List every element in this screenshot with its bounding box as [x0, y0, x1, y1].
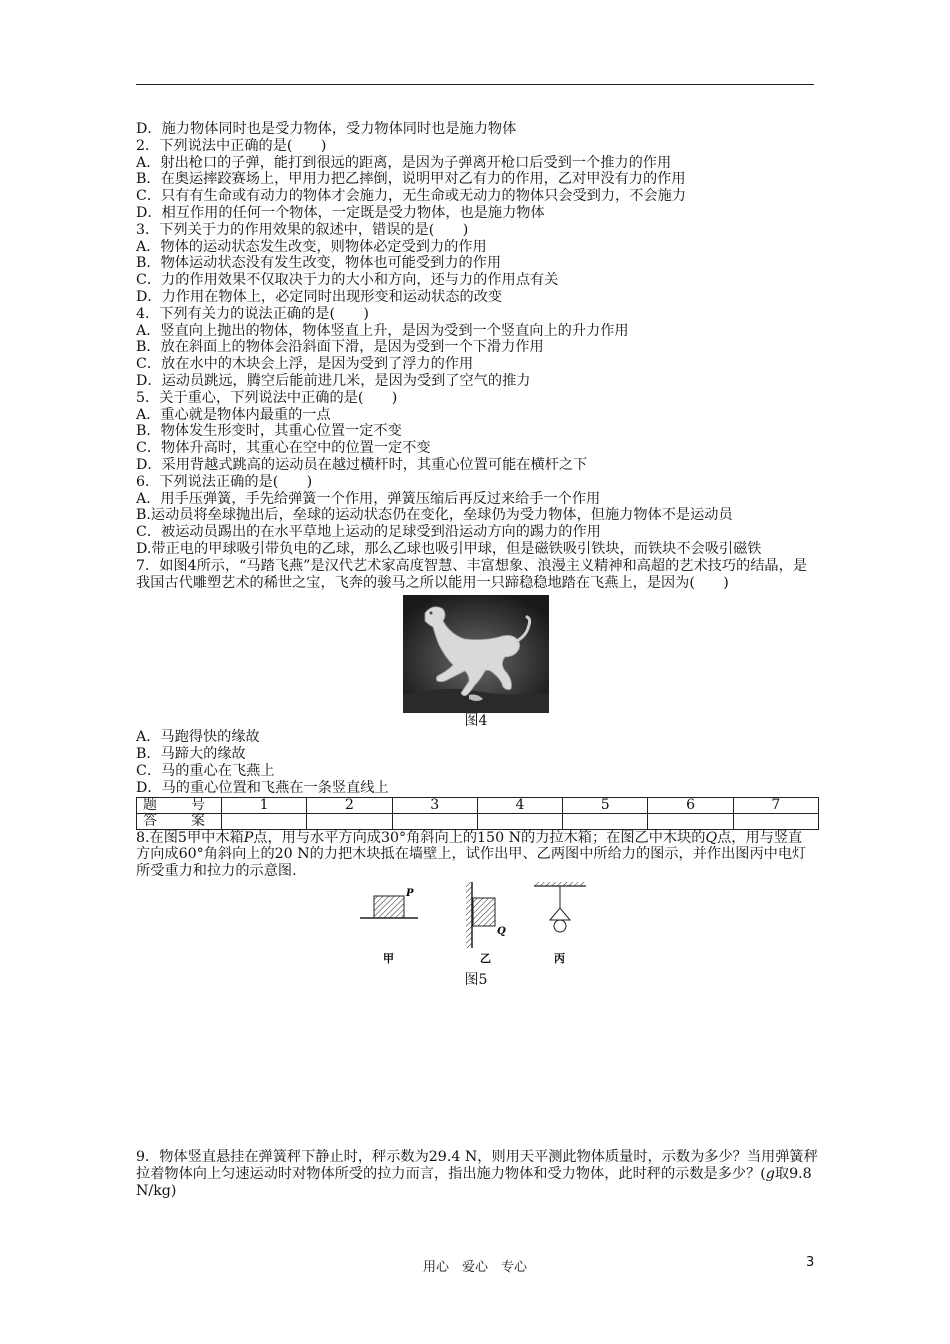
q5-option-a: A．重心就是物体内最重的一点: [136, 406, 331, 423]
footer-slogan: 用心 爱心 专心: [422, 1260, 527, 1275]
header-rule: [136, 84, 814, 85]
q3-option-c: C．力的作用效果不仅取决于力的大小和方向，还与力的作用点有关: [136, 272, 559, 289]
galloping-horse-photo: [403, 595, 549, 713]
answer-table-number: 2: [307, 797, 392, 813]
figure-4: [136, 595, 816, 713]
answer-cell[interactable]: [392, 813, 477, 829]
q7-option-d: D．马的重心位置和飞燕在一条竖直线上: [136, 779, 389, 796]
q7-option-c: C．马的重心在飞燕上: [136, 762, 275, 779]
q5-option-c: C．物体升高时，其重心在空中的位置一定不变: [136, 440, 431, 457]
answer-table-answer-row: [137, 813, 819, 829]
answer-cell[interactable]: [222, 813, 307, 829]
figure-4-caption: 图4: [464, 713, 488, 730]
q6-option-a: A．用手压弹簧，手先给弹簧一个作用，弹簧压缩后再反过来给手一个作用: [136, 490, 601, 507]
answer-cell[interactable]: [307, 813, 392, 829]
figure-5: [136, 882, 816, 972]
q7-option-a: A．马跑得快的缘故: [136, 729, 260, 746]
diagram-jia: [360, 888, 418, 965]
answer-table-number: 7: [733, 797, 818, 813]
answer-cell[interactable]: [477, 813, 562, 829]
answer-table-number: 4: [477, 797, 562, 813]
answer-table-number: 3: [392, 797, 477, 813]
answer-table-number: 5: [563, 797, 648, 813]
q5-option-d: D．采用背越式跳高的运动员在越过横杆时，其重心位置可能在横杆之下: [136, 456, 588, 473]
answer-cell[interactable]: [733, 813, 818, 829]
svg-text:甲: 甲: [383, 951, 394, 965]
q4-stem: 4．下列有关力的说法正确的是( ): [136, 305, 369, 322]
page-number: 3: [806, 1255, 815, 1270]
q1-option-d: D．施力物体同时也是受力物体，受力物体同时也是施力物体: [136, 121, 517, 137]
q6-option-c: C．被运动员踢出的在水平草地上运动的足球受到沿运动方向的踢力的作用: [136, 524, 601, 541]
answer-table: [136, 797, 819, 830]
figure-5-caption: 图5: [464, 971, 488, 988]
answer-table-label-answer: 答 案: [137, 813, 222, 829]
answer-cell[interactable]: [648, 813, 733, 829]
q6-stem: 6．下列说法正确的是( ): [136, 473, 313, 490]
page-body: [136, 121, 816, 988]
answer-table-label-number: 题 号: [137, 797, 222, 813]
q2-option-a: A．射出枪口的子弹，能打到很远的距离，是因为子弹离开枪口后受到一个推力的作用: [136, 154, 672, 171]
svg-text:P: P: [406, 887, 414, 899]
force-diagrams: [346, 882, 606, 972]
answer-table-header-row: [137, 797, 819, 813]
q2-option-c: C．只有有生命或有动力的物体才会施力，无生命或无动力的物体只会受到力，不会施力: [136, 188, 686, 205]
q5-option-b: B．物体发生形变时，其重心位置一定不变: [136, 423, 402, 440]
q3-option-a: A．物体的运动状态发生改变，则物体必定受到力的作用: [136, 238, 487, 255]
q7-stem: 7．如图4所示，“马踏飞燕”是汉代艺术家高度智慧、丰富想象、浪漫主义精神和高超的艺术技巧的结晶，是我国古代雕塑艺术的稀世之宝，飞奔的骏马之所以能用一只蹄稳稳地踏在飞燕上，是因为( ): [136, 557, 808, 591]
q6-option-b: B.运动员将垒球抛出后，垒球的运动状态仍在变化，垒球仍为受力物体，但施力物体不是运动员: [136, 507, 733, 524]
q5-stem: 5．关于重心，下列说法中正确的是( ): [136, 389, 398, 406]
answer-table-number: 6: [648, 797, 733, 813]
q4-option-d: D．运动员跳远，腾空后能前进几米，是因为受到了空气的推力: [136, 372, 531, 389]
q2-option-d: D．相互作用的任何一个物体，一定既是受力物体，也是施力物体: [136, 204, 545, 221]
q3-option-d: D．力作用在物体上，必定同时出现形变和运动状态的改变: [136, 288, 503, 305]
q3-option-b: B．物体运动状态没有发生改变，物体也可能受到力的作用: [136, 255, 502, 272]
q9-stem: 9．物体竖直悬挂在弹簧秤下静止时，秤示数为29.4 N，则用天平测此物体质量时，示数为多少？当用弹簧秤拉着物体向上匀速运动时对物体所受的拉力而言，指出施力物体和受力物体，此时秤的示数是多少？(g取9.8 N/kg): [136, 1149, 818, 1199]
q4-option-a: A．竖直向上抛出的物体，物体竖直上升，是因为受到一个竖直向上的升力作用: [136, 322, 629, 339]
answer-cell[interactable]: [563, 813, 648, 829]
q4-option-c: C．放在水中的木块会上浮，是因为受到了浮力的作用: [136, 356, 474, 373]
diagram-yi: [466, 882, 506, 965]
q7-option-b: B．马蹄大的缘故: [136, 746, 246, 763]
svg-text:丙: 丙: [554, 951, 565, 965]
diagram-bing: [534, 882, 586, 965]
q2-stem: 2．下列说法中正确的是( ): [136, 137, 327, 154]
q4-option-b: B．放在斜面上的物体会沿斜面下滑，是因为受到一个下滑力作用: [136, 339, 544, 356]
q3-stem: 3．下列关于力的作用效果的叙述中，错误的是( ): [136, 221, 469, 238]
q8-stem: 8.在图5甲中木箱P点，用与水平方向成30°角斜向上的150 N的力拉木箱；在图乙中木块的Q点，用与竖直方向成60°角斜向上的20 N的力把木块抵在墙壁上，试作出甲、乙两图中所给力的图示，并作出图丙中电灯所受重力和拉力的示意图.: [136, 829, 807, 880]
svg-text:乙: 乙: [480, 951, 491, 965]
q2-option-b: B．在奥运摔跤赛场上，甲用力把乙摔倒，说明甲对乙有力的作用，乙对甲没有力的作用: [136, 171, 686, 188]
svg-text:Q: Q: [497, 925, 506, 937]
answer-table-number: 1: [222, 797, 307, 813]
q6-option-d: D.带正电的甲球吸引带负电的乙球，那么乙球也吸引甲球，但是磁铁吸引铁块，而铁块不会吸引磁铁: [136, 540, 762, 557]
